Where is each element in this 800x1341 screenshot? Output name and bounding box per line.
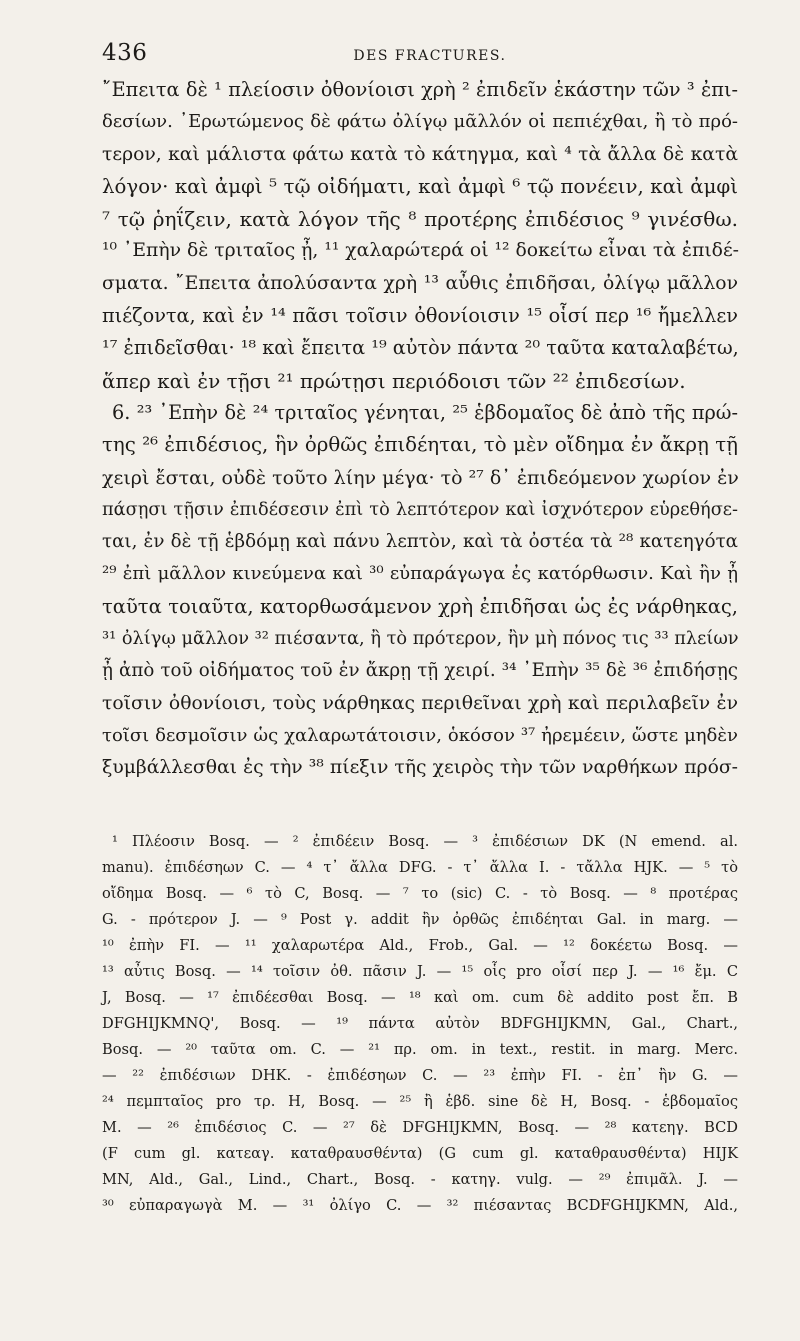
footnote-line: ¹³ αὖτις Bosq. — ¹⁴ τοῖσιν ὀθ. πᾶσιν J. — ¹⁵ οἷς pro οἷσί περ J. — ¹⁶ ἔμ. C	[102, 962, 738, 980]
text-line: ἅπερ καὶ ἐν τῇσι ²¹ πρώτῃσι περιόδοισι τῶν ²² ἐπιδεσίων.	[102, 368, 686, 393]
text-line: ᾖ ἀπὸ τοῦ οἰδήματος τοῦ ἐν ἄκρῃ τῇ χειρί. ³⁴ ᾿Επὴν ³⁵ δὲ ³⁶ ἐπιδήσῃς	[102, 660, 738, 682]
page-number: 436	[102, 40, 148, 66]
footnote-line: Bosq. — ²⁰ ταῦτα om. C. — ²¹ πρ. om. in text., restit. in marg. Merc.	[102, 1040, 738, 1058]
text-line: ται, ἐν δὲ τῇ ἑβδόμῃ καὶ πάνυ λεπτὸν, καὶ τὰ ὀστέα τὰ ²⁸ κατεηγότα	[102, 531, 738, 553]
footnote-line: ²⁴ πεμπταῖος pro τρ. H, Bosq. — ²⁵ ἢ ἑβδ. sine δὲ H, Bosq. - ἑβδομαῖος	[102, 1092, 738, 1110]
text-line: ²⁹ ἐπὶ μᾶλλον κινεύμενα καὶ ³⁰ εὐπαράγωγα ἐς κατόρθωσιν. Καὶ ἢν ᾖ	[102, 563, 738, 585]
footnote-line: M. — ²⁶ ἐπιδέσιος C. — ²⁷ δὲ DFGHIJKMN, Bosq. — ²⁸ κατεηγ. BCD	[102, 1118, 738, 1136]
text-line: δεσίων. ᾿Ερωτώμενος δὲ φάτω ὀλίγῳ μᾶλλόν οἱ πεπιέχθαι, ἢ τὸ πρό-	[102, 111, 738, 133]
text-line: ξυμβάλλεσθαι ἐς τὴν ³⁸ πίεξιν τῆς χειρὸς τὴν τῶν ναρθήκων πρόσ-	[102, 757, 738, 779]
text-line: πάσῃσι τῇσιν ἐπιδέσεσιν ἐπὶ τὸ λεπτότερον καὶ ἰσχνότερον εὑρεθήσε-	[102, 499, 738, 520]
text-line: πιέζοντα, καὶ ἐν ¹⁴ πᾶσι τοῖσιν ὀθονίοισιν ¹⁵ οἷσί περ ¹⁶ ἤμελλεν	[102, 304, 738, 328]
footnote-line: ³⁰ εὐπαραγωγὰ M. — ³¹ ὀλίγο C. — ³² πιέσαντας BCDFGHIJKMN, Ald.,	[102, 1196, 738, 1214]
text-line: ῎Επειτα δὲ ¹ πλείοσιν ὀθονίοισι χρὴ ² ἐπιδεῖν ἑκάστην τῶν ³ ἐπι-	[102, 78, 738, 101]
main-text	[102, 74, 738, 785]
text-line: ταῦτα τοιαῦτα, κατορθωσάμενον χρὴ ἐπιδῆσαι ὡς ἐς νάρθηκας,	[102, 594, 738, 618]
footnote-line: ¹⁰ ἐπὴν FI. — ¹¹ χαλαρωτέρα Ald., Frob., Gal. — ¹² δοκέετω Bosq. —	[102, 936, 738, 954]
text-line: χειρὶ ἔσται, οὐδὲ τοῦτο λίην μέγα· τὸ ²⁷ δ᾿ ἐπιδεόμενον χωρίον ἐν	[102, 466, 739, 489]
footnote-line: — ²² ἐπιδέσιων DHK. - ἐπιδέσηων C. — ²³ ἐπὴν FI. - ἐπ᾿ ἢν G. —	[102, 1066, 738, 1084]
text-line: ³¹ ὀλίγῳ μᾶλλον ³² πιέσαντα, ἢ τὸ πρότερον, ἢν μὴ πόνος τις ³³ πλείων	[102, 629, 739, 650]
text-line: λόγον· καὶ ἀμφὶ ⁵ τῷ οἰδήματι, καὶ ἀμφὶ ⁶ τῷ πονέειν, καὶ ἀμφὶ	[102, 174, 738, 198]
section-start-line: 6. ²³ ᾿Επὴν δὲ ²⁴ τριταῖος γένηται, ²⁵ ἑβδομαῖος δὲ ἀπὸ τῆς πρώ-	[112, 400, 738, 424]
footnote-line: DFGHIJKMNQ', Bosq. — ¹⁹ πάντα αὐτὸν BDFGHIJKMN, Gal., Chart.,	[102, 1014, 738, 1032]
text-line: της ²⁶ ἐπιδέσιος, ἣν ὀρθῶς ἐπιδέηται, τὸ μὲν οἴδημα ἐν ἄκρῃ τῇ	[102, 433, 738, 457]
book-page	[102, 40, 738, 1219]
text-line: σματα. ῎Επειτα ἀπολύσαντα χρὴ ¹³ αὖθις ἐπιδῆσαι, ὀλίγῳ μᾶλλον	[102, 272, 738, 294]
text-line: τοῖσιν ὀθονίοισι, τοὺς νάρθηκας περιθεῖναι χρὴ καὶ περιλαβεῖν ἐν	[102, 692, 738, 714]
footnote-line: (F cum gl. κατεαγ. καταθραυσθέντα) (G cum gl. καταθραυσθέντα) HIJK	[102, 1144, 738, 1162]
text-line: ¹⁷ ἐπιδεῖσθαι· ¹⁸ καὶ ἔπειτα ¹⁹ αὐτὸν πάντα ²⁰ ταῦτα καταλαβέτω,	[102, 336, 739, 360]
footnotes	[102, 829, 738, 1219]
page-header	[102, 40, 738, 74]
footnote-line: οἴδημα Bosq. — ⁶ τὸ C, Bosq. — ⁷ το (sic) C. - τὸ Bosq. — ⁸ προτέρας	[102, 884, 738, 902]
text-line: τερον, καὶ μάλιστα φάτω κατὰ τὸ κάτηγμα, καὶ ⁴ τὰ ἄλλα δὲ κατὰ	[102, 143, 738, 165]
footnote-line: MN, Ald., Gal., Lind., Chart., Bosq. - κατηγ. vulg. — ²⁹ ἐπιμᾶλ. J. —	[102, 1170, 738, 1188]
footnote-line: ¹ Πλέοσιν Bosq. — ² ἐπιδέειν Bosq. — ³ ἐπιδέσιων DK (N emend. al.	[112, 832, 738, 850]
text-line: ¹⁰ ᾿Επὴν δὲ τριταῖος ᾖ, ¹¹ χαλαρώτερά οἱ ¹² δοκείτω εἶναι τὰ ἐπιδέ-	[102, 240, 740, 262]
running-title: DES FRACTURES.	[353, 48, 507, 64]
footnote-line: manu). ἐπιδέσηων C. — ⁴ τ᾿ ἄλλα DFG. - τ᾿ ἄλλα I. - τἄλλα HJK. — ⁵ τὸ	[102, 858, 738, 876]
text-line: ⁷ τῷ ῥηΐζειν, κατὰ λόγον τῆς ⁸ προτέρης ἐπιδέσιος ⁹ γινέσθω.	[102, 207, 738, 232]
footnote-line: G. - πρότερον J. — ⁹ Post γ. addit ἢν ὀρθῶς ἐπιδέηται Gal. in marg. —	[102, 910, 738, 928]
footnote-line: J, Bosq. — ¹⁷ ἐπιδέεσθαι Bosq. — ¹⁸ καὶ om. cum δὲ addito post ἔπ. B	[102, 988, 738, 1006]
text-line: τοῖσι δεσμοῖσιν ὡς χαλαρωτάτοισιν, ὁκόσον ³⁷ ἠρεμέειν, ὥστε μηδὲν	[102, 724, 738, 746]
